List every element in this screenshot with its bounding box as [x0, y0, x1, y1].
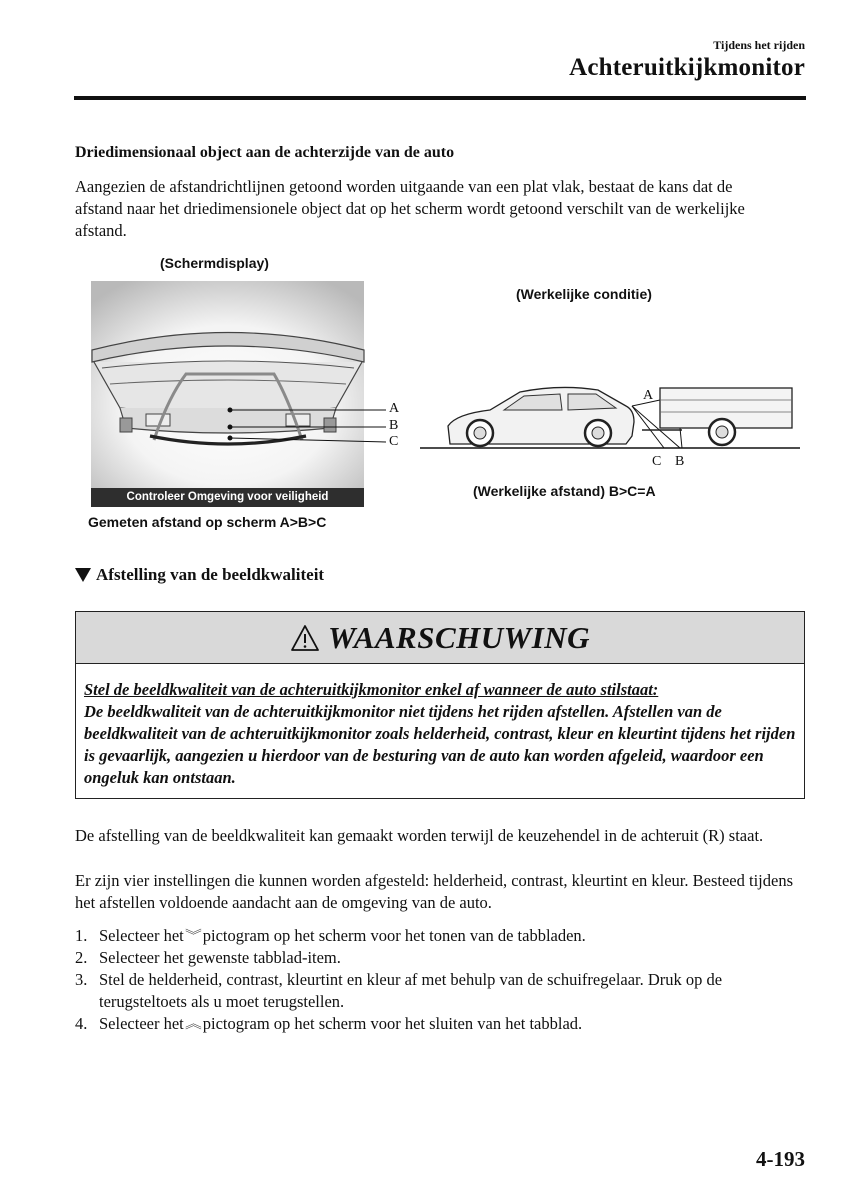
warning-text [84, 679, 796, 789]
warning-title: WAARSCHUWING [327, 619, 591, 655]
adjustment-heading-text: Afstelling van de beeldkwaliteit [96, 565, 325, 584]
actual-condition-label: (Werkelijke conditie) [516, 286, 652, 302]
list-item: 1. Selecteer het︾pictogram op het scherm voor het tonen van de tabbladen. [75, 926, 586, 945]
page-number: 4-193 [756, 1147, 805, 1171]
double-chevron-up-icon: ︽ [184, 1016, 202, 1031]
list-item: 4. Selecteer het︽pictogram op het scherm voor het sluiten van het tabblad. [75, 1014, 583, 1033]
point-a-label: A [389, 401, 400, 416]
point-b-label: B [389, 418, 399, 433]
screen-safety-banner: Controleer Omgeving voor veiligheid [91, 488, 364, 507]
actual-point-c-label: C [652, 454, 662, 469]
double-chevron-down-icon: ︾ [184, 928, 202, 943]
actual-point-a-label: A [643, 388, 654, 403]
warning-header [76, 612, 804, 664]
warning-body: De beeldkwaliteit van de achteruitkijkmonitor niet tijdens het rijden afstellen. Afstellen van de beeldkwaliteit van de achteruitkijkmonitor zoals helderheid, contrast, kleur en kleurtint tijdens het rijden is gevaarlijk, aangezien u hierdoor van de besturing van de auto kan worden afgeleid, waardoor een ongeluk kan ontstaan. [84, 702, 796, 787]
triangle-down-icon [75, 568, 91, 582]
actual-condition-illustration [420, 378, 800, 458]
warning-lead: Stel de beeldkwaliteit van de achteruitkijkmonitor enkel af wanneer de auto stilstaat: [84, 680, 659, 699]
paragraph-selector: De afstelling van de beeldkwaliteit kan gemaakt worden terwijl de keuzehendel in de achteruit (R) staat. [75, 826, 764, 845]
point-c-label: C [389, 434, 399, 449]
header-rule [74, 96, 806, 100]
measured-distance-label: Gemeten afstand op scherm A>B>C [88, 514, 327, 530]
screen-distance-pointers [226, 400, 406, 450]
adjustment-heading [75, 565, 324, 585]
screen-display-label: (Schermdisplay) [160, 255, 269, 271]
rear-camera-screen-illustration [90, 280, 366, 510]
section-heading: Driedimensionaal object aan de achterzijde van de auto [75, 144, 455, 161]
page-title: Achteruitkijkmonitor [569, 54, 805, 81]
steps-list [75, 925, 795, 1035]
list-item: 2. Selecteer het gewenste tabblad-item. [75, 948, 341, 967]
list-item: 3. Stel de helderheid, contrast, kleurtint en kleur af met behulp van de schuifregelaar. Druk op de terugsteltoets als u moet terugstellen. [75, 970, 723, 1011]
actual-point-b-label: B [675, 454, 685, 469]
actual-distance-label: (Werkelijke afstand) B>C=A [473, 483, 656, 499]
paragraph-settings: Er zijn vier instellingen die kunnen worden afgesteld: helderheid, contrast, kleurtint en kleur. Besteed tijdens het afstellen voldoende aandacht aan de omgeving van de auto. [75, 871, 793, 912]
section-body: Aangezien de afstandrichtlijnen getoond worden uitgaande van een plat vlak, bestaat de kans dat de afstand naar het driedimensionele object dat op het scherm wordt getoond verschilt van de werkelijke afstand. [75, 177, 745, 240]
header-section: Tijdens het rijden [713, 38, 805, 52]
warning-triangle-icon [290, 624, 320, 652]
